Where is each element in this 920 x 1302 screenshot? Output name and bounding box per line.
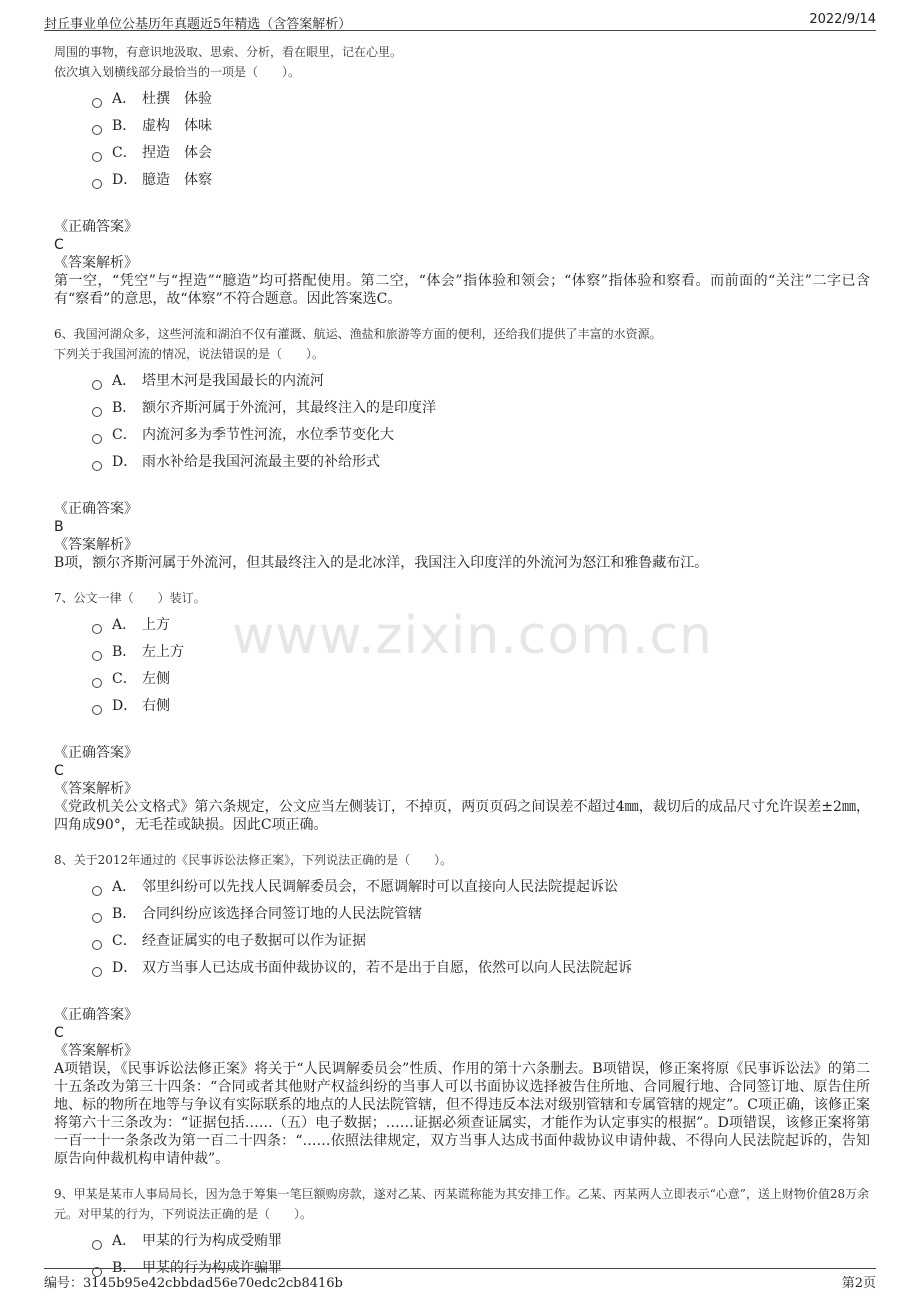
option-item[interactable] [92,422,870,449]
radio-icon[interactable] [92,1240,102,1250]
option-item[interactable] [92,901,870,928]
option-letter: A． [112,879,137,895]
option-letter: A． [112,91,137,107]
radio-icon[interactable] [92,434,102,444]
option-text: 右侧 [142,698,170,714]
document-date: 2022/9/14 [809,12,876,27]
option-text: 虚构 体味 [142,118,212,134]
radio-icon[interactable] [92,886,102,896]
option-item[interactable] [92,113,870,140]
option-item[interactable] [92,167,870,194]
option-letter: B． [112,118,137,134]
explanation-label: 《答案解析》 [54,255,138,271]
radio-icon[interactable] [92,407,102,417]
explanation-label: 《答案解析》 [54,537,138,553]
option-item[interactable] [92,955,870,982]
option-item[interactable] [92,395,870,422]
radio-icon[interactable] [92,179,102,189]
radio-icon[interactable] [92,705,102,715]
watermark: www.zixin.com.cn [232,606,713,666]
radio-icon[interactable] [92,125,102,135]
radio-icon[interactable] [92,913,102,923]
option-letter: C． [112,145,137,161]
explanation-label: 《答案解析》 [54,781,138,797]
option-letter: A． [112,1233,137,1249]
radio-icon[interactable] [92,98,102,108]
option-item[interactable] [92,140,870,167]
option-text: 额尔齐斯河属于外流河，其最终注入的是印度洋 [142,400,436,416]
explanation-text: 《党政机关公文格式》第六条规定，公文应当左侧装订，不掉页，两页页码之间误差不超过4㎜，裁切后的成品尺寸允许误差±2㎜，四角成90°，无毛茬或缺损。因此C项正确。 [54,799,870,833]
question-item [54,850,870,1168]
option-letter: A． [112,617,137,633]
option-text: 左上方 [142,644,184,660]
option-text: 甲某的行为构成诈骗罪 [142,1260,282,1276]
answer-section [54,500,870,572]
option-text: 合同纠纷应该选择合同签订地的人民法院管辖 [142,906,422,922]
radio-icon[interactable] [92,380,102,390]
option-text: 双方当事人已达成书面仲裁协议的，若不是出于自愿，依然可以向人民法院起诉 [142,960,632,976]
option-letter: B． [112,644,137,660]
option-item[interactable] [92,86,870,113]
answer-section [54,744,870,834]
option-item[interactable] [92,368,870,395]
option-text: 甲某的行为构成受贿罪 [142,1233,282,1249]
option-letter: D． [112,454,138,470]
option-letter: B． [112,400,137,416]
option-item[interactable] [92,449,870,476]
answer-value: B [54,519,64,535]
question-stem: 7、公文一律（ ）装订。 [54,591,206,605]
option-letter: C． [112,671,137,687]
question-list [54,42,870,1282]
document-title: 封丘事业单位公基历年真题近5年精选（含答案解析） [44,17,352,32]
answer-value: C [54,1025,64,1041]
option-text: 臆造 体察 [142,172,212,188]
option-text: 杜撰 体验 [142,91,212,107]
option-letter: B． [112,1260,137,1276]
question-stem: 8、关于2012年通过的《民事诉讼法修正案》，下列说法正确的是（ ）。 [54,853,453,867]
radio-icon[interactable] [92,152,102,162]
option-item[interactable] [92,666,870,693]
option-letter: C． [112,933,137,949]
question-item [54,42,870,308]
option-text: 左侧 [142,671,170,687]
option-text: 上方 [142,617,170,633]
option-list [92,86,870,194]
question-stem: 依次填入划横线部分最恰当的一项是（ ）。 [54,65,301,79]
answer-label: 《正确答案》 [54,745,138,761]
answer-section [54,1006,870,1168]
page-header [44,10,876,31]
explanation-text: A项错误，《民事诉讼法修正案》将关于“人民调解委员会”性质、作用的第十六条删去。B项错误，修正案将原《民事诉讼法》的第二十五条改为第三十四条：“合同或者其他财产权益纠纷的当事人可以书面协议选择被告住所地、合同履行地、合同签订地、原告住所地、标的物所在地等与争议有实际联系的地点的人民法院管辖，但不得违反本法对级别管辖和专属管辖的规定”。C项正确，该修正案将第六十三条改为：“证据包括……（五）电子数据；……证据必须查证属实，才能作为认定事实的根据”。D项错误，该修正案将第一百一十一条条改为第一百二十四条：“……依照法律规定，双方当事人达成书面仲裁协议申请仲裁、不得向人民法院起诉的，告知原告向仲裁机构申请仲裁”。 [54,1061,870,1167]
page-number: 第2页 [841,1276,876,1291]
option-list [92,612,870,720]
explanation-label: 《答案解析》 [54,1043,138,1059]
option-text: 雨水补给是我国河流最主要的补给形式 [142,454,380,470]
answer-label: 《正确答案》 [54,1007,138,1023]
option-item[interactable] [92,1228,870,1255]
option-text: 邻里纠纷可以先找人民调解委员会，不愿调解时可以直接向人民法院提起诉讼 [142,879,618,895]
explanation-text: B项，额尔齐斯河属于外流河，但其最终注入的是北冰洋，我国注入印度洋的外流河为怒江和雅鲁藏布江。 [54,555,709,571]
question-stem: 9、甲某是某市人事局局长，因为急于筹集一笔巨额购房款，遂对乙某、丙某谎称能为其安排工作。乙某、丙某两人立即表示“心意”，送上财物价值28万余元。对甲某的行为，下列说法正确的是（ ）。 [54,1187,870,1221]
option-text: 内流河多为季节性河流，水位季节变化大 [142,427,394,443]
option-item[interactable] [92,928,870,955]
answer-label: 《正确答案》 [54,501,138,517]
option-letter: C． [112,427,137,443]
radio-icon[interactable] [92,624,102,634]
question-stem: 周围的事物，有意识地汲取、思索、分析，看在眼里，记在心里。 [54,45,403,59]
page-footer [44,1268,876,1291]
question-stem: 6、我国河湖众多，这些河流和湖泊不仅有灌溉、航运、渔盐和旅游等方面的便利，还给我们提供了丰富的水资源。 [54,327,662,341]
question-item [54,588,870,834]
option-text: 经查证属实的电子数据可以作为证据 [142,933,366,949]
answer-section [54,218,870,308]
option-letter: B． [112,906,137,922]
answer-value: C [54,763,64,779]
option-letter: D． [112,172,138,188]
radio-icon[interactable] [92,940,102,950]
option-text: 塔里木河是我国最长的内流河 [142,373,324,389]
radio-icon[interactable] [92,651,102,661]
option-list [92,368,870,476]
answer-value: C [54,237,64,253]
option-letter: D． [112,698,138,714]
radio-icon[interactable] [92,461,102,471]
radio-icon[interactable] [92,678,102,688]
document-code: 编号：3145b95e42cbbdad56e70edc2cb8416b [44,1276,343,1291]
option-item[interactable] [92,693,870,720]
option-letter: A． [112,373,137,389]
question-stem: 下列关于我国河流的情况，说法错误的是（ ）。 [54,347,325,361]
option-letter: D． [112,960,138,976]
option-item[interactable] [92,612,870,639]
option-item[interactable] [92,639,870,666]
answer-label: 《正确答案》 [54,219,138,235]
option-text: 捏造 体会 [142,145,212,161]
option-item[interactable] [92,874,870,901]
explanation-text: 第一空，“凭空”与“捏造”“臆造”均可搭配使用。第二空，“体会”指体验和领会；“体察”指体验和察看。而前面的“关注”二字已含有“察看”的意思，故“体察”不符合题意。因此答案选C。 [54,273,870,307]
option-list [92,874,870,982]
question-item [54,324,870,572]
radio-icon[interactable] [92,967,102,977]
